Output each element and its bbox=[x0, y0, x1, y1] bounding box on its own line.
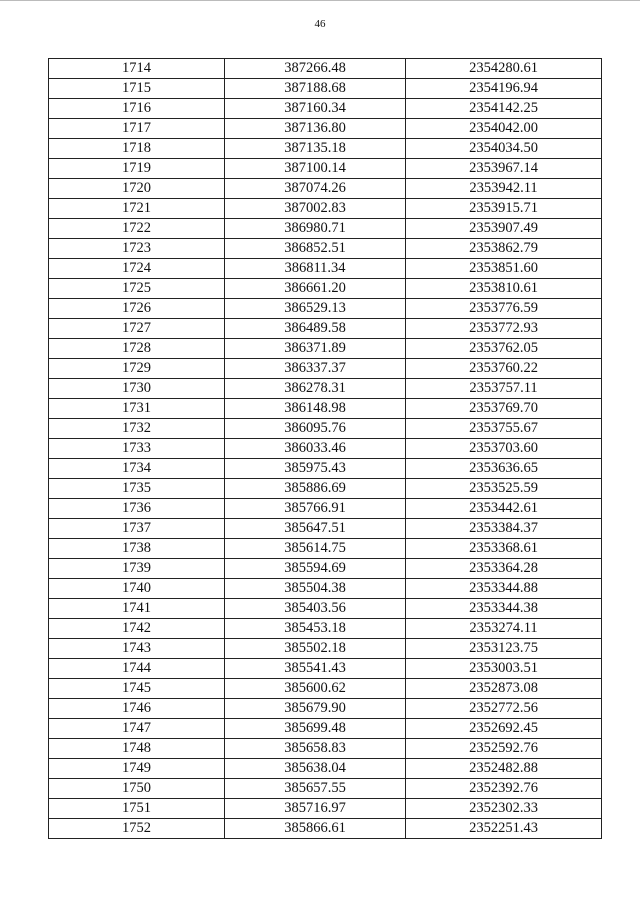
table-row bbox=[49, 59, 602, 79]
x-coordinate-cell: 385975.43 bbox=[225, 459, 406, 479]
table-row bbox=[49, 119, 602, 139]
x-coordinate-cell: 385453.18 bbox=[225, 619, 406, 639]
point-number-cell: 1730 bbox=[49, 379, 225, 399]
y-coordinate-cell: 2353810.61 bbox=[406, 279, 602, 299]
table-row bbox=[49, 159, 602, 179]
table-row bbox=[49, 419, 602, 439]
table-row bbox=[49, 139, 602, 159]
point-number-cell: 1714 bbox=[49, 59, 225, 79]
coordinates-table bbox=[48, 58, 602, 839]
point-number-cell: 1725 bbox=[49, 279, 225, 299]
x-coordinate-cell: 386095.76 bbox=[225, 419, 406, 439]
point-number-cell: 1717 bbox=[49, 119, 225, 139]
x-coordinate-cell: 385766.91 bbox=[225, 499, 406, 519]
table-row bbox=[49, 459, 602, 479]
x-coordinate-cell: 385699.48 bbox=[225, 719, 406, 739]
point-number-cell: 1745 bbox=[49, 679, 225, 699]
point-number-cell: 1735 bbox=[49, 479, 225, 499]
point-number-cell: 1727 bbox=[49, 319, 225, 339]
x-coordinate-cell: 386980.71 bbox=[225, 219, 406, 239]
point-number-cell: 1752 bbox=[49, 819, 225, 839]
x-coordinate-cell: 387136.80 bbox=[225, 119, 406, 139]
table-row bbox=[49, 79, 602, 99]
x-coordinate-cell: 386529.13 bbox=[225, 299, 406, 319]
point-number-cell: 1746 bbox=[49, 699, 225, 719]
table-row bbox=[49, 339, 602, 359]
y-coordinate-cell: 2353757.11 bbox=[406, 379, 602, 399]
y-coordinate-cell: 2353942.11 bbox=[406, 179, 602, 199]
x-coordinate-cell: 385541.43 bbox=[225, 659, 406, 679]
y-coordinate-cell: 2353851.60 bbox=[406, 259, 602, 279]
x-coordinate-cell: 385504.38 bbox=[225, 579, 406, 599]
y-coordinate-cell: 2352592.76 bbox=[406, 739, 602, 759]
point-number-cell: 1739 bbox=[49, 559, 225, 579]
point-number-cell: 1743 bbox=[49, 639, 225, 659]
y-coordinate-cell: 2353862.79 bbox=[406, 239, 602, 259]
y-coordinate-cell: 2353384.37 bbox=[406, 519, 602, 539]
y-coordinate-cell: 2353003.51 bbox=[406, 659, 602, 679]
table-row bbox=[49, 479, 602, 499]
x-coordinate-cell: 385594.69 bbox=[225, 559, 406, 579]
y-coordinate-cell: 2353636.65 bbox=[406, 459, 602, 479]
point-number-cell: 1744 bbox=[49, 659, 225, 679]
x-coordinate-cell: 387160.34 bbox=[225, 99, 406, 119]
x-coordinate-cell: 387100.14 bbox=[225, 159, 406, 179]
point-number-cell: 1728 bbox=[49, 339, 225, 359]
x-coordinate-cell: 386337.37 bbox=[225, 359, 406, 379]
x-coordinate-cell: 386371.89 bbox=[225, 339, 406, 359]
point-number-cell: 1738 bbox=[49, 539, 225, 559]
x-coordinate-cell: 387135.18 bbox=[225, 139, 406, 159]
y-coordinate-cell: 2354034.50 bbox=[406, 139, 602, 159]
x-coordinate-cell: 385679.90 bbox=[225, 699, 406, 719]
y-coordinate-cell: 2353274.11 bbox=[406, 619, 602, 639]
point-number-cell: 1715 bbox=[49, 79, 225, 99]
y-coordinate-cell: 2353769.70 bbox=[406, 399, 602, 419]
point-number-cell: 1737 bbox=[49, 519, 225, 539]
y-coordinate-cell: 2353703.60 bbox=[406, 439, 602, 459]
point-number-cell: 1718 bbox=[49, 139, 225, 159]
point-number-cell: 1742 bbox=[49, 619, 225, 639]
table-row bbox=[49, 759, 602, 779]
x-coordinate-cell: 386811.34 bbox=[225, 259, 406, 279]
y-coordinate-cell: 2353364.28 bbox=[406, 559, 602, 579]
table-row bbox=[49, 259, 602, 279]
x-coordinate-cell: 386278.31 bbox=[225, 379, 406, 399]
y-coordinate-cell: 2353967.14 bbox=[406, 159, 602, 179]
y-coordinate-cell: 2353755.67 bbox=[406, 419, 602, 439]
point-number-cell: 1741 bbox=[49, 599, 225, 619]
x-coordinate-cell: 385866.61 bbox=[225, 819, 406, 839]
point-number-cell: 1726 bbox=[49, 299, 225, 319]
point-number-cell: 1733 bbox=[49, 439, 225, 459]
table-row bbox=[49, 499, 602, 519]
table-row bbox=[49, 319, 602, 339]
table-row bbox=[49, 719, 602, 739]
y-coordinate-cell: 2354142.25 bbox=[406, 99, 602, 119]
table-row bbox=[49, 779, 602, 799]
x-coordinate-cell: 386489.58 bbox=[225, 319, 406, 339]
table-row bbox=[49, 599, 602, 619]
table-row bbox=[49, 399, 602, 419]
x-coordinate-cell: 387002.83 bbox=[225, 199, 406, 219]
x-coordinate-cell: 385614.75 bbox=[225, 539, 406, 559]
y-coordinate-cell: 2353776.59 bbox=[406, 299, 602, 319]
y-coordinate-cell: 2353762.05 bbox=[406, 339, 602, 359]
table-row bbox=[49, 619, 602, 639]
table-row bbox=[49, 659, 602, 679]
y-coordinate-cell: 2353344.38 bbox=[406, 599, 602, 619]
x-coordinate-cell: 386661.20 bbox=[225, 279, 406, 299]
x-coordinate-cell: 385502.18 bbox=[225, 639, 406, 659]
y-coordinate-cell: 2354042.00 bbox=[406, 119, 602, 139]
point-number-cell: 1750 bbox=[49, 779, 225, 799]
y-coordinate-cell: 2353368.61 bbox=[406, 539, 602, 559]
table-row bbox=[49, 179, 602, 199]
point-number-cell: 1721 bbox=[49, 199, 225, 219]
table-row bbox=[49, 639, 602, 659]
x-coordinate-cell: 385658.83 bbox=[225, 739, 406, 759]
y-coordinate-cell: 2353772.93 bbox=[406, 319, 602, 339]
x-coordinate-cell: 385716.97 bbox=[225, 799, 406, 819]
y-coordinate-cell: 2352392.76 bbox=[406, 779, 602, 799]
x-coordinate-cell: 386033.46 bbox=[225, 439, 406, 459]
table-row bbox=[49, 579, 602, 599]
x-coordinate-cell: 385886.69 bbox=[225, 479, 406, 499]
table-row bbox=[49, 559, 602, 579]
point-number-cell: 1724 bbox=[49, 259, 225, 279]
table-row bbox=[49, 739, 602, 759]
y-coordinate-cell: 2354196.94 bbox=[406, 79, 602, 99]
x-coordinate-cell: 387266.48 bbox=[225, 59, 406, 79]
table-row bbox=[49, 299, 602, 319]
table-row bbox=[49, 799, 602, 819]
x-coordinate-cell: 386148.98 bbox=[225, 399, 406, 419]
x-coordinate-cell: 385638.04 bbox=[225, 759, 406, 779]
point-number-cell: 1731 bbox=[49, 399, 225, 419]
x-coordinate-cell: 387074.26 bbox=[225, 179, 406, 199]
y-coordinate-cell: 2353760.22 bbox=[406, 359, 602, 379]
point-number-cell: 1748 bbox=[49, 739, 225, 759]
y-coordinate-cell: 2353123.75 bbox=[406, 639, 602, 659]
point-number-cell: 1747 bbox=[49, 719, 225, 739]
table-row bbox=[49, 219, 602, 239]
table-row bbox=[49, 199, 602, 219]
point-number-cell: 1749 bbox=[49, 759, 225, 779]
x-coordinate-cell: 385657.55 bbox=[225, 779, 406, 799]
x-coordinate-cell: 385600.62 bbox=[225, 679, 406, 699]
table-row bbox=[49, 519, 602, 539]
table-row bbox=[49, 539, 602, 559]
y-coordinate-cell: 2352692.45 bbox=[406, 719, 602, 739]
point-number-cell: 1734 bbox=[49, 459, 225, 479]
y-coordinate-cell: 2353907.49 bbox=[406, 219, 602, 239]
point-number-cell: 1716 bbox=[49, 99, 225, 119]
y-coordinate-cell: 2354280.61 bbox=[406, 59, 602, 79]
table-row bbox=[49, 379, 602, 399]
page-number: 46 bbox=[314, 18, 326, 30]
x-coordinate-cell: 385403.56 bbox=[225, 599, 406, 619]
point-number-cell: 1722 bbox=[49, 219, 225, 239]
point-number-cell: 1720 bbox=[49, 179, 225, 199]
x-coordinate-cell: 385647.51 bbox=[225, 519, 406, 539]
point-number-cell: 1723 bbox=[49, 239, 225, 259]
y-coordinate-cell: 2353525.59 bbox=[406, 479, 602, 499]
y-coordinate-cell: 2353442.61 bbox=[406, 499, 602, 519]
table-row bbox=[49, 699, 602, 719]
y-coordinate-cell: 2352251.43 bbox=[406, 819, 602, 839]
x-coordinate-cell: 387188.68 bbox=[225, 79, 406, 99]
y-coordinate-cell: 2352302.33 bbox=[406, 799, 602, 819]
point-number-cell: 1719 bbox=[49, 159, 225, 179]
point-number-cell: 1729 bbox=[49, 359, 225, 379]
y-coordinate-cell: 2353344.88 bbox=[406, 579, 602, 599]
table-row bbox=[49, 99, 602, 119]
x-coordinate-cell: 386852.51 bbox=[225, 239, 406, 259]
y-coordinate-cell: 2353915.71 bbox=[406, 199, 602, 219]
table-row bbox=[49, 359, 602, 379]
top-border-line bbox=[0, 0, 640, 1]
point-number-cell: 1732 bbox=[49, 419, 225, 439]
y-coordinate-cell: 2352482.88 bbox=[406, 759, 602, 779]
table-row bbox=[49, 239, 602, 259]
table-row bbox=[49, 819, 602, 839]
table-body bbox=[49, 59, 602, 839]
point-number-cell: 1740 bbox=[49, 579, 225, 599]
table-row bbox=[49, 279, 602, 299]
point-number-cell: 1736 bbox=[49, 499, 225, 519]
table-row bbox=[49, 679, 602, 699]
point-number-cell: 1751 bbox=[49, 799, 225, 819]
y-coordinate-cell: 2352873.08 bbox=[406, 679, 602, 699]
table-row bbox=[49, 439, 602, 459]
y-coordinate-cell: 2352772.56 bbox=[406, 699, 602, 719]
